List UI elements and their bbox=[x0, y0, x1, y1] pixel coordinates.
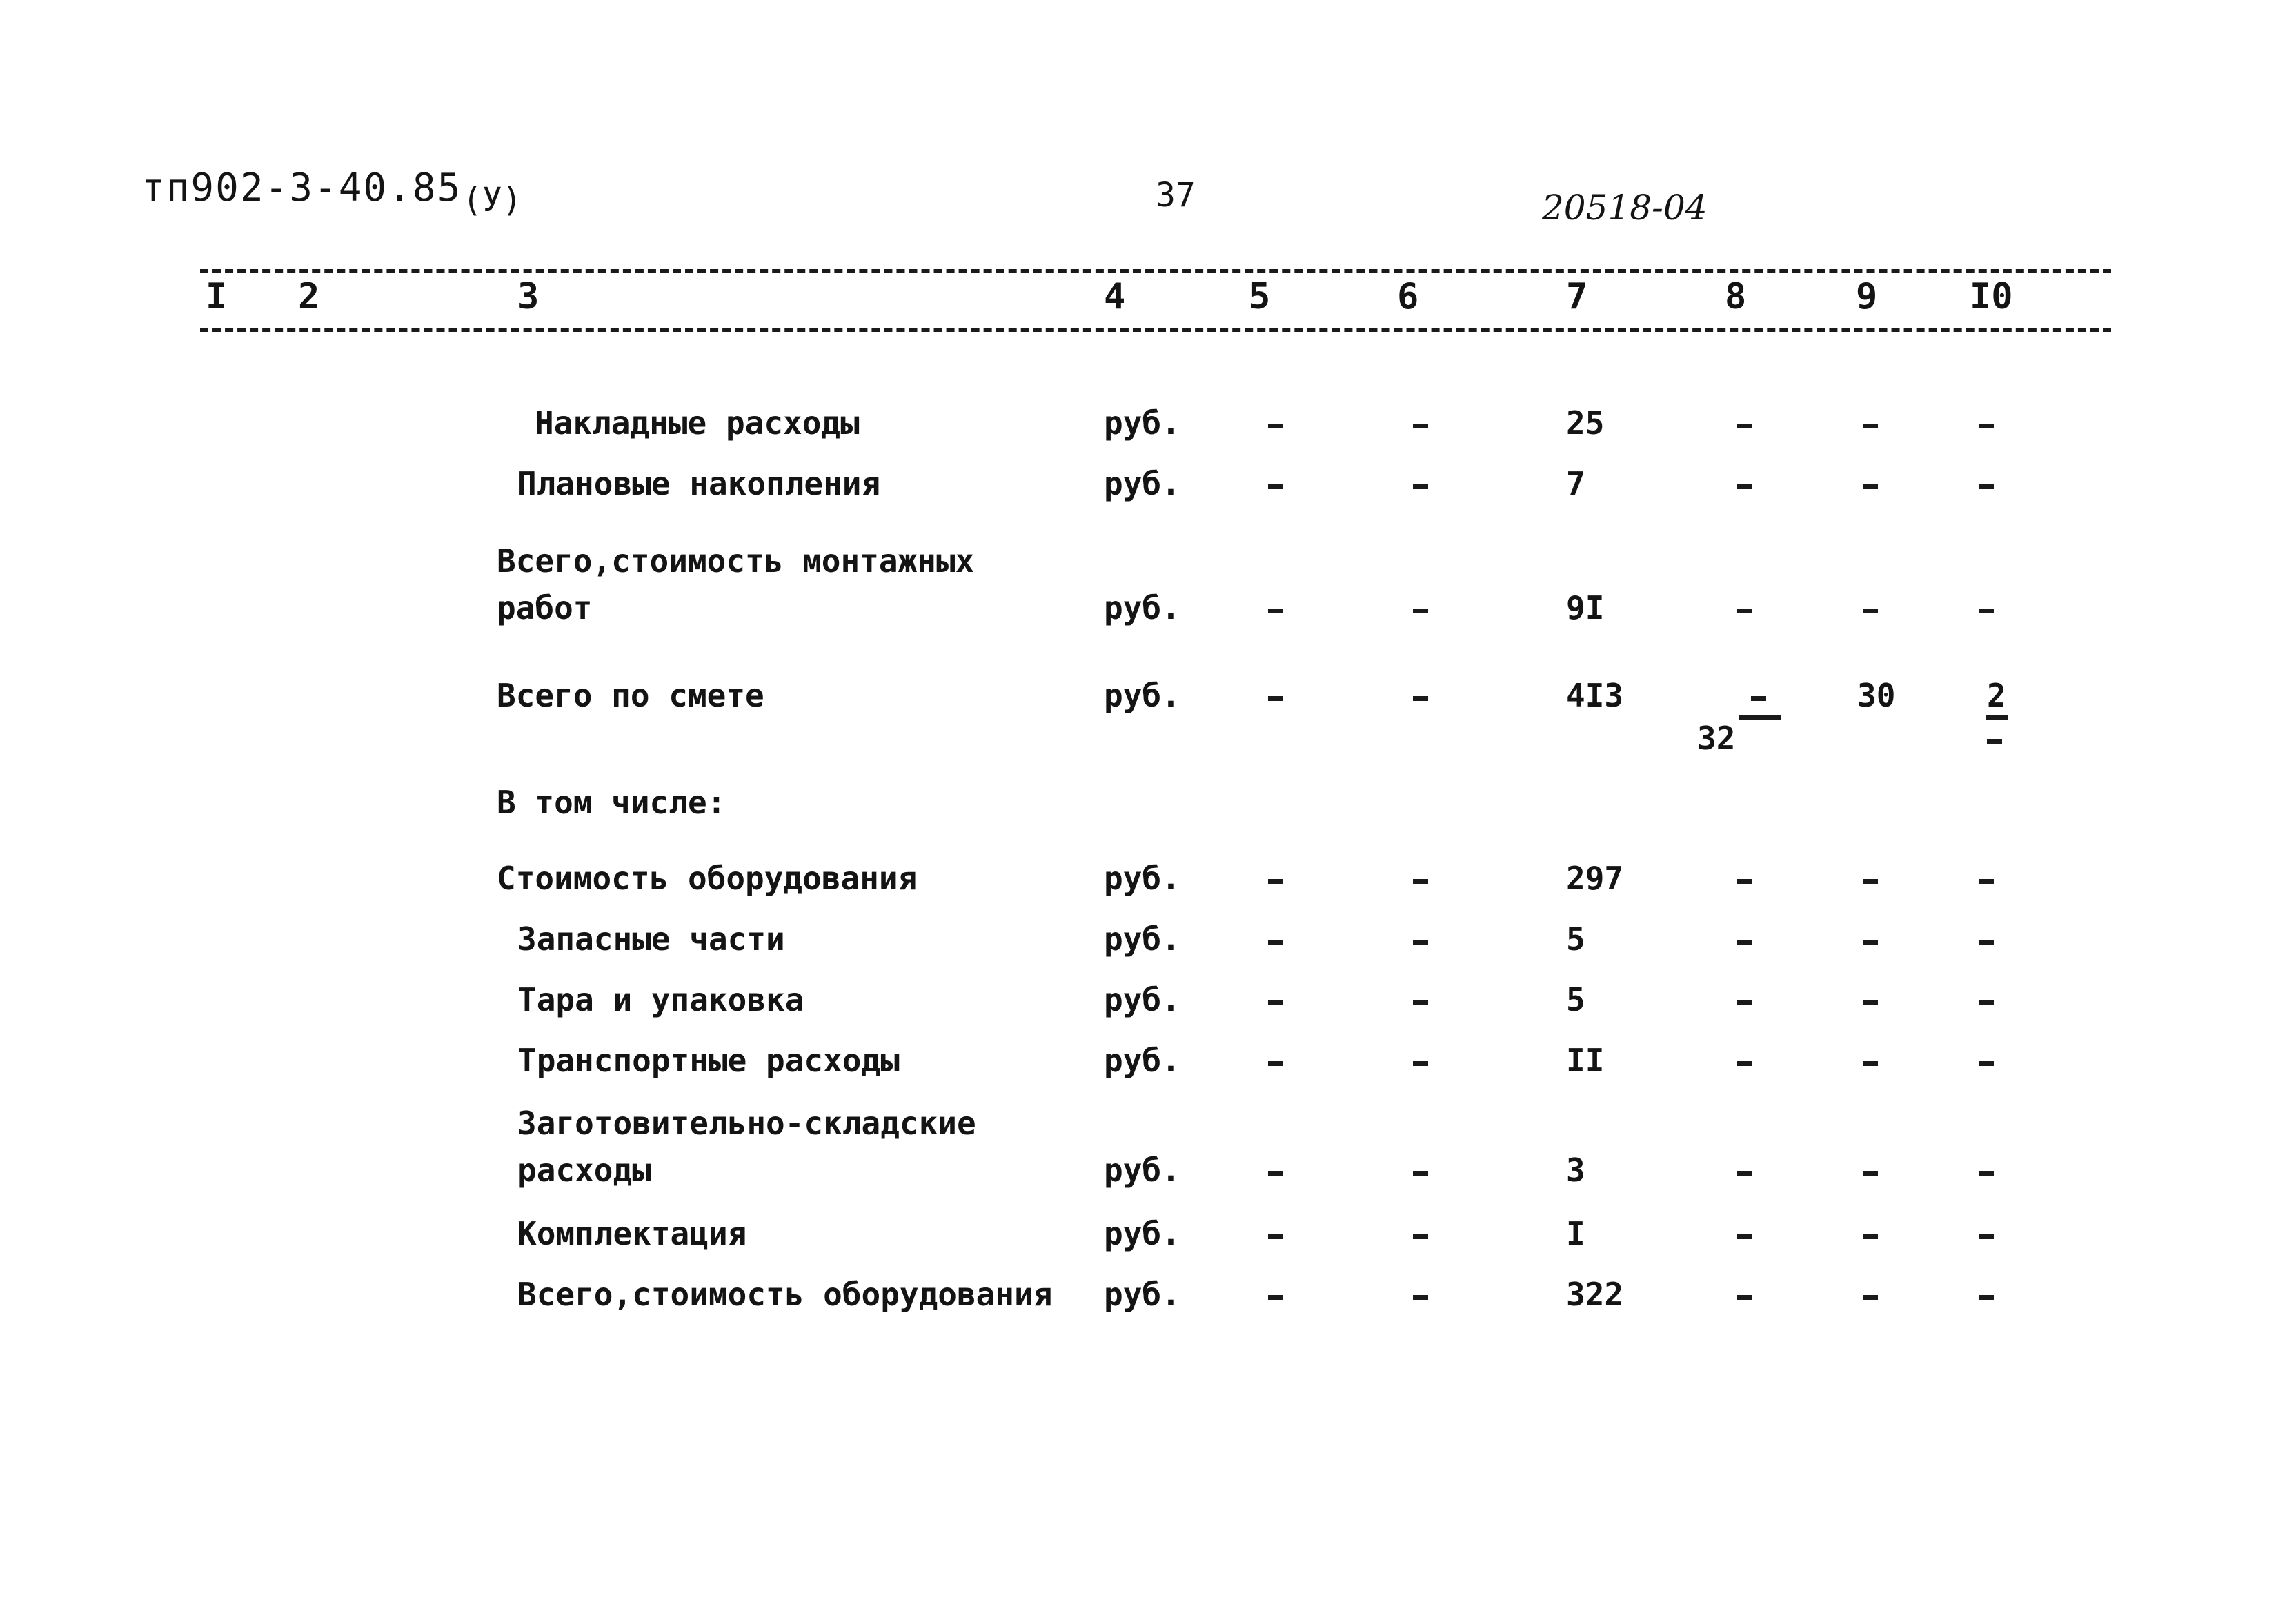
row-2-unit: руб. bbox=[1104, 465, 1180, 502]
column-header-10: I0 bbox=[1970, 276, 2013, 317]
row-8-col10-dash bbox=[1979, 1000, 1994, 1005]
row-12-col9-dash bbox=[1863, 1295, 1878, 1300]
column-header-2: 2 bbox=[298, 276, 320, 317]
row-1-col9-dash bbox=[1863, 424, 1878, 428]
row-10-col7: 3 bbox=[1566, 1152, 1585, 1189]
row-3-unit: руб. bbox=[1104, 589, 1180, 626]
row-10-name-line-2: расходы bbox=[517, 1152, 651, 1189]
row-12-col5-dash bbox=[1268, 1295, 1283, 1300]
column-header-9: 9 bbox=[1856, 276, 1878, 317]
row-12-col7: 322 bbox=[1566, 1276, 1624, 1313]
row-2-name-line-1: Плановые накопления bbox=[517, 465, 881, 502]
row-4-name-line-1: Всего по смете bbox=[497, 677, 764, 714]
row-7-name-line-1: Запасные части bbox=[517, 920, 785, 958]
row-4-col8-numerator-dash bbox=[1751, 696, 1766, 701]
row-2-col6-dash bbox=[1413, 484, 1428, 489]
row-3-name-line-1: Всего,стоимость монтажных bbox=[497, 542, 975, 580]
row-11-col7: I bbox=[1566, 1215, 1585, 1252]
row-12-col10-dash bbox=[1979, 1295, 1994, 1300]
row-10-col9-dash bbox=[1863, 1171, 1878, 1176]
row-8-col7: 5 bbox=[1566, 981, 1585, 1018]
row-4-col8-denominator: 32 bbox=[1697, 720, 1736, 757]
row-4-col10-numerator: 2 bbox=[1987, 677, 2006, 714]
row-11-col5-dash bbox=[1268, 1234, 1283, 1239]
document-variant: (У) bbox=[462, 181, 522, 219]
row-10-col8-dash bbox=[1737, 1171, 1752, 1176]
row-7-col9-dash bbox=[1863, 940, 1878, 945]
table-top-rule bbox=[200, 269, 2111, 273]
row-6-col5-dash bbox=[1268, 879, 1283, 884]
row-12-col6-dash bbox=[1413, 1295, 1428, 1300]
row-7-col10-dash bbox=[1979, 940, 1994, 945]
page-number: 37 bbox=[1156, 176, 1196, 215]
row-6-col7: 297 bbox=[1566, 860, 1624, 897]
row-12-unit: руб. bbox=[1104, 1276, 1180, 1313]
row-10-col10-dash bbox=[1979, 1171, 1994, 1176]
row-6-name-line-1: Стоимость оборудования bbox=[497, 860, 918, 897]
row-2-col5-dash bbox=[1268, 484, 1283, 489]
row-4-unit: руб. bbox=[1104, 677, 1180, 714]
row-4-col5-dash bbox=[1268, 696, 1283, 701]
row-6-col9-dash bbox=[1863, 879, 1878, 884]
row-1-col10-dash bbox=[1979, 424, 1994, 428]
row-3-col8-dash bbox=[1737, 609, 1752, 613]
row-10-name-line-1: Заготовительно-складские bbox=[517, 1105, 976, 1142]
row-2-col10-dash bbox=[1979, 484, 1994, 489]
row-4-col10-fraction-bar bbox=[1986, 715, 2008, 720]
row-3-col10-dash bbox=[1979, 609, 1994, 613]
row-4-col7: 4I3 bbox=[1566, 677, 1624, 714]
row-8-name-line-1: Тара и упаковка bbox=[517, 981, 804, 1018]
row-11-col10-dash bbox=[1979, 1234, 1994, 1239]
row-4-col8-fraction-bar bbox=[1739, 715, 1781, 720]
row-8-col6-dash bbox=[1413, 1000, 1428, 1005]
row-1-col5-dash bbox=[1268, 424, 1283, 428]
row-8-col5-dash bbox=[1268, 1000, 1283, 1005]
row-2-col9-dash bbox=[1863, 484, 1878, 489]
row-2-col8-dash bbox=[1737, 484, 1752, 489]
column-header-3: 3 bbox=[517, 276, 540, 317]
row-11-unit: руб. bbox=[1104, 1215, 1180, 1252]
row-5-name-line-1: В том числе: bbox=[497, 784, 726, 821]
row-4-col10-denominator-dash bbox=[1987, 739, 2002, 744]
row-3-col9-dash bbox=[1863, 609, 1878, 613]
inventory-number: 20518-04 bbox=[1542, 188, 1708, 228]
row-9-col8-dash bbox=[1737, 1061, 1752, 1066]
document-code: тп902-3-40.85 bbox=[141, 166, 462, 210]
row-9-col5-dash bbox=[1268, 1061, 1283, 1066]
row-12-name-line-1: Всего,стоимость оборудования bbox=[517, 1276, 1053, 1313]
row-9-name-line-1: Транспортные расходы bbox=[517, 1042, 900, 1079]
row-3-col6-dash bbox=[1413, 609, 1428, 613]
column-header-8: 8 bbox=[1725, 276, 1747, 317]
row-4-col6-dash bbox=[1413, 696, 1428, 701]
row-6-col10-dash bbox=[1979, 879, 1994, 884]
row-1-col7: 25 bbox=[1566, 404, 1605, 442]
row-11-name-line-1: Комплектация bbox=[517, 1215, 747, 1252]
table-header-rule bbox=[200, 328, 2111, 332]
row-6-col6-dash bbox=[1413, 879, 1428, 884]
row-9-col7: II bbox=[1566, 1042, 1605, 1079]
row-1-col8-dash bbox=[1737, 424, 1752, 428]
row-3-col5-dash bbox=[1268, 609, 1283, 613]
row-11-col6-dash bbox=[1413, 1234, 1428, 1239]
row-2-col7: 7 bbox=[1566, 465, 1585, 502]
row-11-col9-dash bbox=[1863, 1234, 1878, 1239]
row-10-col5-dash bbox=[1268, 1171, 1283, 1176]
row-8-col8-dash bbox=[1737, 1000, 1752, 1005]
column-header-5: 5 bbox=[1249, 276, 1271, 317]
row-9-col9-dash bbox=[1863, 1061, 1878, 1066]
row-7-unit: руб. bbox=[1104, 920, 1180, 958]
row-10-col6-dash bbox=[1413, 1171, 1428, 1176]
row-11-col8-dash bbox=[1737, 1234, 1752, 1239]
row-1-name-line-1: Накладные расходы bbox=[535, 404, 860, 442]
row-6-unit: руб. bbox=[1104, 860, 1180, 897]
row-1-col6-dash bbox=[1413, 424, 1428, 428]
row-7-col7: 5 bbox=[1566, 920, 1585, 958]
column-header-4: 4 bbox=[1104, 276, 1126, 317]
row-1-unit: руб. bbox=[1104, 404, 1180, 442]
row-4-col9: 30 bbox=[1857, 677, 1896, 714]
row-6-col8-dash bbox=[1737, 879, 1752, 884]
row-3-name-line-2: работ bbox=[497, 589, 593, 626]
row-9-col10-dash bbox=[1979, 1061, 1994, 1066]
row-12-col8-dash bbox=[1737, 1295, 1752, 1300]
row-7-col8-dash bbox=[1737, 940, 1752, 945]
row-9-unit: руб. bbox=[1104, 1042, 1180, 1079]
row-7-col5-dash bbox=[1268, 940, 1283, 945]
column-header-7: 7 bbox=[1566, 276, 1588, 317]
column-header-1: I bbox=[206, 276, 228, 317]
row-7-col6-dash bbox=[1413, 940, 1428, 945]
row-8-unit: руб. bbox=[1104, 981, 1180, 1018]
row-8-col9-dash bbox=[1863, 1000, 1878, 1005]
row-9-col6-dash bbox=[1413, 1061, 1428, 1066]
row-3-col7: 9I bbox=[1566, 589, 1605, 626]
row-10-unit: руб. bbox=[1104, 1152, 1180, 1189]
column-header-6: 6 bbox=[1397, 276, 1419, 317]
